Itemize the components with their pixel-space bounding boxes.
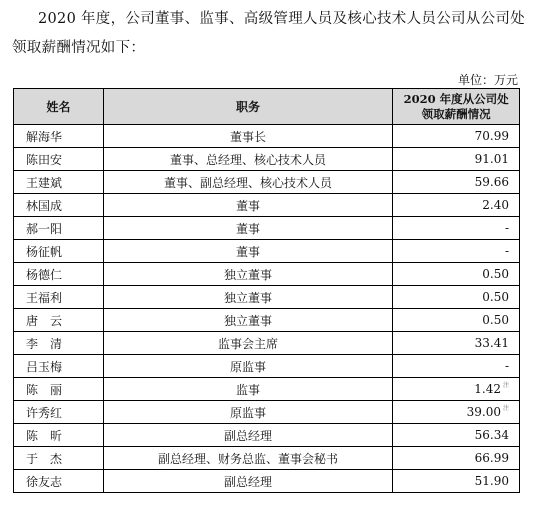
amount-value: 0.50 — [482, 313, 509, 327]
amount-value: - — [504, 221, 509, 235]
cell-name: 李 清 — [14, 332, 104, 355]
cell-amount — [393, 125, 520, 148]
cell-amount — [393, 470, 520, 493]
table-row — [14, 263, 520, 286]
cell-name: 吕玉梅 — [14, 355, 104, 378]
amount-value: - — [504, 359, 509, 373]
cell-name: 陈 丽 — [14, 378, 104, 401]
intro-paragraph: 2020 年度，公司董事、监事、高级管理人员及核心技术人员公司从公司处领取薪酬情况如下： — [12, 11, 526, 56]
amount-value: 2.40 — [482, 198, 509, 212]
cell-amount — [393, 263, 520, 286]
cell-amount — [393, 286, 520, 309]
cell-amount — [393, 194, 520, 217]
cell-name: 王建斌 — [14, 171, 104, 194]
cell-name: 许秀红 — [14, 401, 104, 424]
amount-value: 56.34 — [474, 428, 509, 442]
cell-role: 监事 — [103, 378, 392, 401]
table-row — [14, 309, 520, 332]
amount-value: 39.00 — [466, 405, 501, 419]
table-row — [14, 171, 520, 194]
cell-amount — [393, 309, 520, 332]
cell-amount — [393, 240, 520, 263]
table-row — [14, 401, 520, 424]
table-row — [14, 240, 520, 263]
table-row — [14, 125, 520, 148]
cell-amount — [393, 378, 520, 401]
cell-name: 杨德仁 — [14, 263, 104, 286]
amount-value: 1.42 — [474, 382, 501, 396]
cell-name: 王福利 — [14, 286, 104, 309]
amount-value: 51.90 — [474, 474, 509, 488]
cell-role: 董事 — [103, 240, 392, 263]
table-body — [14, 125, 520, 493]
cell-role: 副总经理、财务总监、董事会秘书 — [103, 447, 392, 470]
table-row — [14, 378, 520, 401]
table-row — [14, 148, 520, 171]
table-header-row — [14, 89, 520, 125]
header-role: 职务 — [103, 89, 392, 125]
cell-amount — [393, 171, 520, 194]
cell-name: 郝一阳 — [14, 217, 104, 240]
cell-role: 董事 — [103, 217, 392, 240]
cell-role: 独立董事 — [103, 263, 392, 286]
cell-name: 陈田安 — [14, 148, 104, 171]
cell-name: 徐友志 — [14, 470, 104, 493]
cell-amount — [393, 332, 520, 355]
cell-name: 解海华 — [14, 125, 104, 148]
amount-value: 70.99 — [474, 129, 509, 143]
amount-value: 0.50 — [482, 267, 509, 281]
table-row — [14, 355, 520, 378]
cell-amount — [393, 447, 520, 470]
cell-role: 原监事 — [103, 355, 392, 378]
cell-role: 副总经理 — [103, 424, 392, 447]
cell-name: 杨征帆 — [14, 240, 104, 263]
cell-name: 林国成 — [14, 194, 104, 217]
amount-value: 33.41 — [474, 336, 509, 350]
cell-role: 董事、总经理、核心技术人员 — [103, 148, 392, 171]
cell-name: 陈 昕 — [14, 424, 104, 447]
amount-value: 91.01 — [474, 152, 509, 166]
cell-amount — [393, 424, 520, 447]
table-row — [14, 332, 520, 355]
table-row — [14, 447, 520, 470]
cell-amount — [393, 401, 520, 424]
footnote-marker: 注 — [502, 405, 509, 412]
cell-amount — [393, 217, 520, 240]
table-row — [14, 424, 520, 447]
header-amount: 2020 年度从公司处领取薪酬情况 — [393, 89, 520, 125]
cell-role: 副总经理 — [103, 470, 392, 493]
cell-amount — [393, 148, 520, 171]
cell-role: 独立董事 — [103, 309, 392, 332]
cell-role: 董事、副总经理、核心技术人员 — [103, 171, 392, 194]
cell-amount — [393, 355, 520, 378]
table-row — [14, 194, 520, 217]
header-name: 姓名 — [14, 89, 104, 125]
footnote-marker: 注 — [502, 382, 509, 389]
table-row — [14, 217, 520, 240]
cell-name: 唐 云 — [14, 309, 104, 332]
cell-role: 监事会主席 — [103, 332, 392, 355]
cell-name: 于 杰 — [14, 447, 104, 470]
amount-value: 59.66 — [474, 175, 509, 189]
table-row — [14, 470, 520, 493]
amount-value: - — [504, 244, 509, 258]
amount-value: 0.50 — [482, 290, 509, 304]
compensation-table — [13, 88, 520, 493]
amount-value: 66.99 — [474, 451, 509, 465]
cell-role: 董事 — [103, 194, 392, 217]
cell-role: 原监事 — [103, 401, 392, 424]
unit-label: 单位：万元 — [457, 73, 518, 87]
cell-role: 董事长 — [103, 125, 392, 148]
table-row — [14, 286, 520, 309]
cell-role: 独立董事 — [103, 286, 392, 309]
